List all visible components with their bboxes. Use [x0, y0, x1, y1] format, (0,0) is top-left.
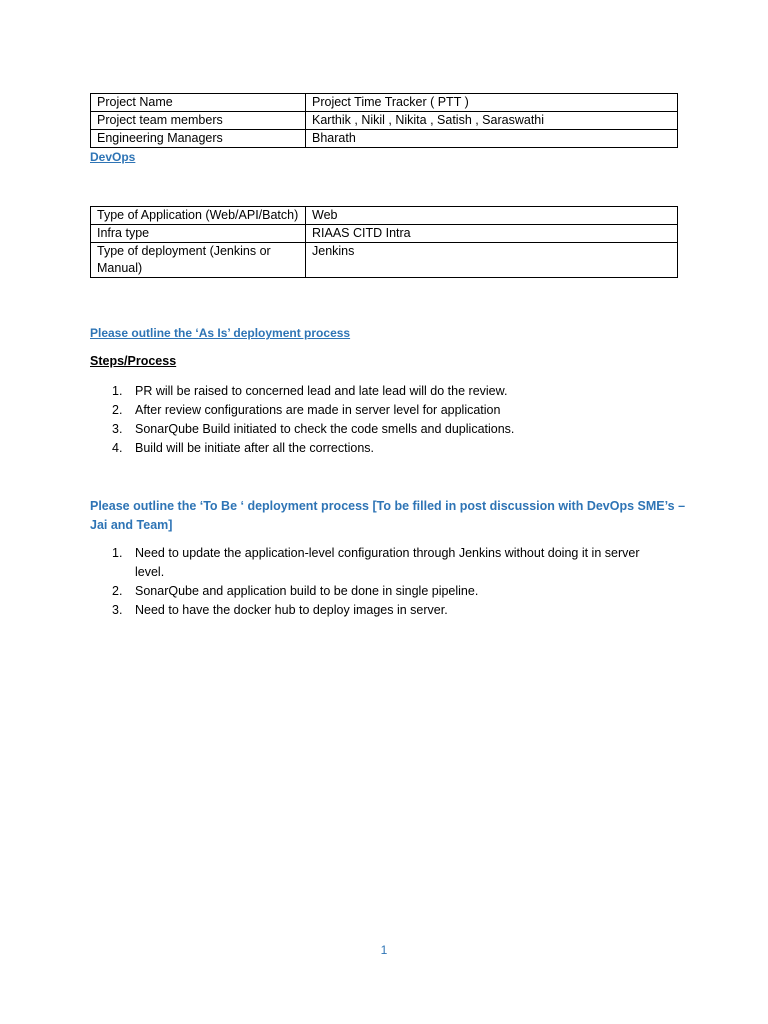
list-item-text: Need to have the docker hub to deploy images in server.: [135, 603, 448, 617]
table-row: [91, 243, 678, 278]
list-item-text: PR will be raised to concerned lead and late lead will do the review.: [135, 384, 508, 398]
table-cell-value: Web: [306, 207, 678, 225]
list-item: [112, 601, 672, 620]
list-number: 2.: [112, 584, 123, 598]
table-cell-value: Project Time Tracker ( PTT ): [306, 94, 678, 112]
list-item-text: Need to update the application-level configuration through Jenkins without doing it in server level.: [135, 546, 640, 579]
table-row: [91, 94, 678, 112]
page-number: 1: [380, 943, 388, 957]
to-be-steps-list: [112, 544, 672, 620]
list-item: [112, 420, 672, 439]
list-number: 1.: [112, 384, 123, 398]
as-is-steps-list: [112, 382, 672, 458]
list-number: 4.: [112, 441, 123, 455]
as-is-heading-link[interactable]: Please outline the ‘As Is’ deployment process: [90, 326, 351, 340]
list-item: [112, 382, 672, 401]
table-cell-label: Type of deployment (Jenkins or Manual): [91, 243, 306, 278]
list-item: [112, 582, 672, 601]
devops-heading-link[interactable]: DevOps: [90, 150, 136, 164]
table-row: [91, 130, 678, 148]
project-info-table: [90, 93, 678, 148]
to-be-heading: Please outline the ‘To Be ‘ deployment process [To be filled in post discussion with DevOps SME’s – Jai and Team]: [90, 499, 686, 532]
table-row: [91, 112, 678, 130]
list-item-text: After review configurations are made in server level for application: [135, 403, 501, 417]
list-item-text: SonarQube Build initiated to check the code smells and duplications.: [135, 422, 515, 436]
table-cell-label: Engineering Managers: [91, 130, 306, 148]
list-item: [112, 401, 672, 420]
list-item-text: SonarQube and application build to be done in single pipeline.: [135, 584, 479, 598]
list-number: 3.: [112, 422, 123, 436]
table-cell-value: RIAAS CITD Intra: [306, 225, 678, 243]
list-item: [112, 439, 672, 458]
table-cell-label: Project team members: [91, 112, 306, 130]
table-row: [91, 225, 678, 243]
list-number: 2.: [112, 403, 123, 417]
list-number: 1.: [112, 546, 123, 560]
list-item: [112, 544, 672, 582]
application-info-table: [90, 206, 678, 278]
table-cell-value: Karthik , Nikil , Nikita , Satish , Saraswathi: [306, 112, 678, 130]
table-cell-label: Project Name: [91, 94, 306, 112]
table-row: [91, 207, 678, 225]
table-cell-label: Type of Application (Web/API/Batch): [91, 207, 306, 225]
table-cell-label: Infra type: [91, 225, 306, 243]
list-number: 3.: [112, 603, 123, 617]
table-cell-value: Jenkins: [306, 243, 678, 278]
table-cell-value: Bharath: [306, 130, 678, 148]
list-item-text: Build will be initiate after all the corrections.: [135, 441, 375, 455]
steps-process-label: Steps/Process: [90, 354, 177, 368]
